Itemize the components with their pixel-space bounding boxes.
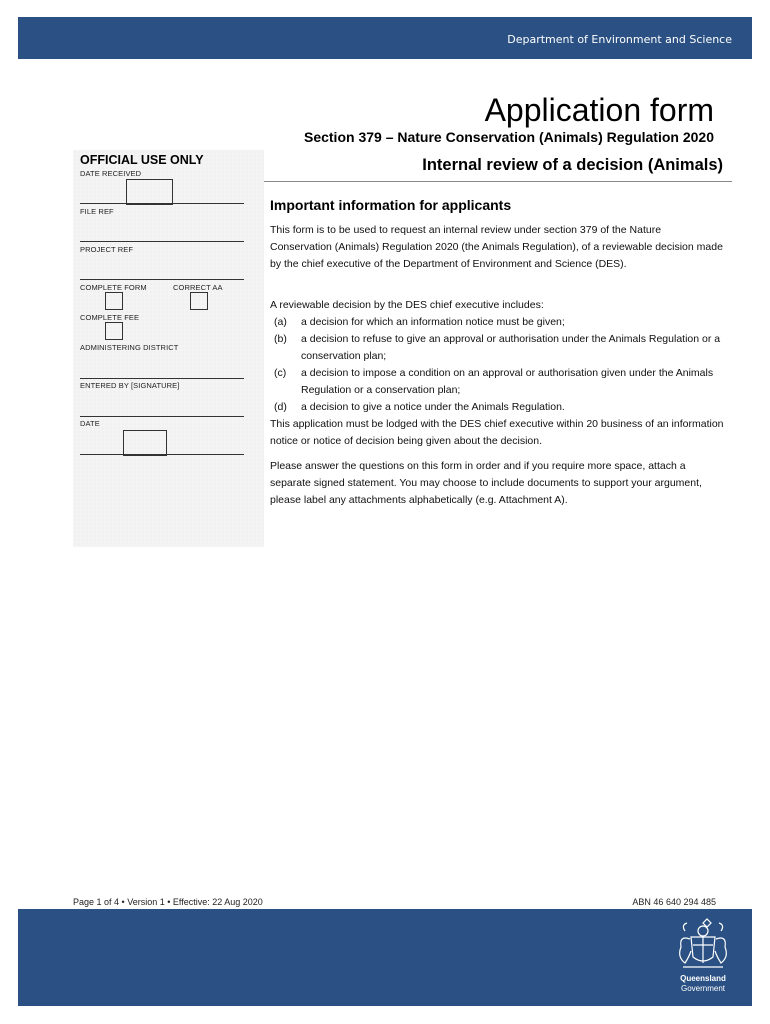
list-item <box>270 314 725 331</box>
header-band <box>18 17 752 59</box>
instructions-paragraph: Please answer the questions on this form in order and if you require more space, attach a separate signed statement. You may choose to include documents to support your argument, please label any attachments alphabetically (e.g. Attachment A). <box>270 460 702 506</box>
list-marker: (b) <box>274 333 287 345</box>
list-marker: (d) <box>274 401 287 413</box>
date-received-line <box>80 203 244 204</box>
logo-government: Government <box>680 984 726 993</box>
official-use-panel <box>73 150 264 547</box>
review-title: Internal review of a decision (Animals) <box>422 156 723 174</box>
page-title: Application form <box>484 92 714 128</box>
complete-fee-checkbox[interactable] <box>105 322 123 340</box>
form-subtitle: Section 379 – Nature Conservation (Animals) Regulation 2020 <box>303 129 714 145</box>
administering-district-label: ADMINISTERING DISTRICT <box>80 343 179 352</box>
correct-aa-label: CORRECT AA <box>173 283 223 292</box>
list-text: a decision to impose a condition on an approval or authorisation given under the Animals Regulation or a conservation plan; <box>301 367 714 396</box>
list-item <box>270 331 725 365</box>
file-ref-label: FILE REF <box>80 207 114 216</box>
administering-district-line[interactable] <box>80 378 244 379</box>
date-received-box[interactable] <box>126 179 173 205</box>
footer-band <box>18 909 752 1006</box>
queensland-government-logo <box>673 917 753 1001</box>
date-box[interactable] <box>123 430 167 456</box>
complete-form-checkbox[interactable] <box>105 292 123 310</box>
list-text: a decision to give a notice under the Animals Regulation. <box>301 401 565 413</box>
list-intro: A reviewable decision by the DES chief executive includes: <box>270 299 544 311</box>
file-ref-line[interactable] <box>80 241 244 242</box>
correct-aa-checkbox[interactable] <box>190 292 208 310</box>
coat-of-arms-icon <box>673 917 733 973</box>
abn: ABN 46 640 294 485 <box>632 897 716 907</box>
complete-form-label: COMPLETE FORM <box>80 283 147 292</box>
entered-by-line[interactable] <box>80 416 244 417</box>
lodgement-paragraph: This application must be lodged with the DES chief executive within 20 business of an information notice or notice of decision being given about the decision. <box>270 418 724 447</box>
date-line <box>80 454 244 455</box>
important-info-heading: Important information for applicants <box>270 197 512 213</box>
list-marker: (c) <box>274 367 287 379</box>
list-text: a decision for which an information notice must be given; <box>301 316 565 328</box>
list-item <box>270 365 725 399</box>
list-item <box>270 399 725 416</box>
logo-name: Queensland <box>680 974 726 983</box>
page-info: Page 1 of 4 • Version 1 • Effective: 22 Aug 2020 <box>73 897 263 907</box>
project-ref-label: PROJECT REF <box>80 245 134 254</box>
list-marker: (a) <box>274 316 287 328</box>
list-text: a decision to refuse to give an approval or authorisation under the Animals Regulation or a conservation plan; <box>301 333 721 362</box>
official-use-title: OFFICIAL USE ONLY <box>80 153 204 167</box>
entered-by-label: ENTERED BY [SIGNATURE] <box>80 381 180 390</box>
intro-paragraph: This form is to be used to request an internal review under section 379 of the Nature Conservation (Animals) Regulation 2020 (the Animals Regulation), of a reviewable decision made by the chief executive of the Department of Environment and Science (DES). <box>270 224 723 270</box>
date-received-label: DATE RECEIVED <box>80 169 142 178</box>
title-divider <box>263 181 732 182</box>
date-label: DATE <box>80 419 100 428</box>
department-name: Department of Environment and Science <box>507 33 732 46</box>
project-ref-line[interactable] <box>80 279 244 280</box>
complete-fee-label: COMPLETE FEE <box>80 313 140 322</box>
